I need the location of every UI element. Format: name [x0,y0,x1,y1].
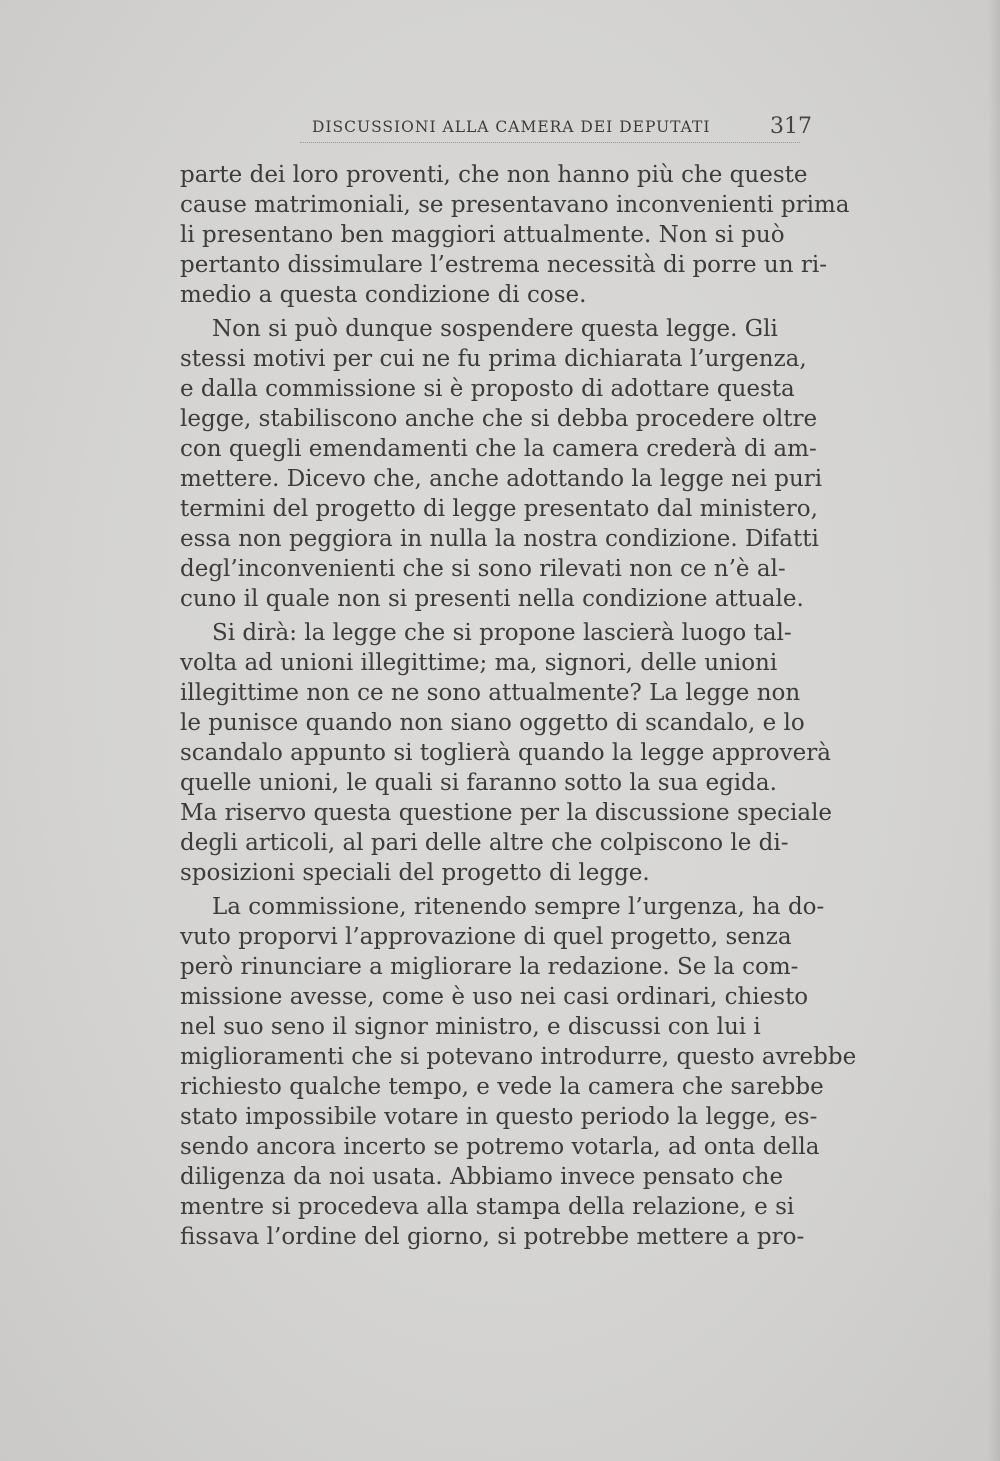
text-line: vuto proporvi l’approvazione di quel progetto, senza [180,924,792,950]
text-line: fissava l’ordine del giorno, si potrebbe mettere a pro- [180,1224,805,1250]
text-line: legge, stabiliscono anche che si debba procedere oltre [180,406,818,432]
text-line: mentre si procedeva alla stampa della relazione, e si [180,1194,795,1220]
text-line: parte dei loro proventi, che non hanno più che queste [180,162,808,188]
text-line: li presentano ben maggiori attualmente. Non si può [180,222,785,248]
text-line: miglioramenti che si potevano introdurre, questo avrebbe [180,1044,857,1070]
text-line: degl’inconvenienti che si sono rilevati non ce n’è al- [180,556,786,582]
text-line: richiesto qualche tempo, e vede la camera che sarebbe [180,1074,824,1100]
text-line: quelle unioni, le quali si faranno sotto la sua egida. [180,770,777,796]
paragraph-first-line: Si dirà: la legge che si propone lascierà luogo tal- [212,620,792,646]
text-line: medio a questa condizione di cose. [180,282,587,308]
text-line: sposizioni speciali del progetto di legge. [180,860,650,886]
text-line: e dalla commissione si è proposto di adottare questa [180,376,795,402]
text-line: con quegli emendamenti che la camera crederà di am- [180,436,817,462]
text-line: però rinunciare a migliorare la redazione. Se la com- [180,954,799,980]
text-line: Ma riservo questa questione per la discussione speciale [180,800,833,826]
running-title: DISCUSSIONI ALLA CAMERA DEI DEPUTATI [312,118,711,136]
text-line: illegittime non ce ne sono attualmente? La legge non [180,680,801,706]
text-line: volta ad unioni illegittime; ma, signori, delle unioni [180,650,778,676]
text-line: stato impossibile votare in questo periodo la legge, es- [180,1104,818,1130]
text-line: nel suo seno il signor ministro, e discussi con lui i [180,1014,761,1040]
text-line: mettere. Dicevo che, anche adottando la legge nei puri [180,466,823,492]
text-line: termini del progetto di legge presentato dal ministero, [180,496,818,522]
page-number: 317 [770,114,812,139]
text-line: stessi motivi per cui ne fu prima dichiarata l’urgenza, [180,346,807,372]
paragraph-first-line: Non si può dunque sospendere questa legge. Gli [212,316,778,342]
text-line: diligenza da noi usata. Abbiamo invece pensato che [180,1164,784,1190]
text-line: cause matrimoniali, se presentavano inconvenienti prima [180,192,850,218]
text-line: pertanto dissimulare l’estrema necessità di porre un ri- [180,252,827,278]
text-line: cuno il quale non si presenti nella condizione attuale. [180,586,804,612]
text-line: scandalo appunto si toglierà quando la legge approverà [180,740,831,766]
text-line: sendo ancora incerto se potremo votarla, ad onta della [180,1134,820,1160]
page-edge-shadow [988,0,1000,1461]
text-line: missione avesse, come è uso nei casi ordinari, chiesto [180,984,809,1010]
header-rule [300,142,800,143]
text-line: degli articoli, al pari delle altre che colpiscono le di- [180,830,789,856]
paragraph-first-line: La commissione, ritenendo sempre l’urgenza, ha do- [212,894,825,920]
text-line: essa non peggiora in nulla la nostra condizione. Difatti [180,526,819,552]
text-line: le punisce quando non siano oggetto di scandalo, e lo [180,710,805,736]
